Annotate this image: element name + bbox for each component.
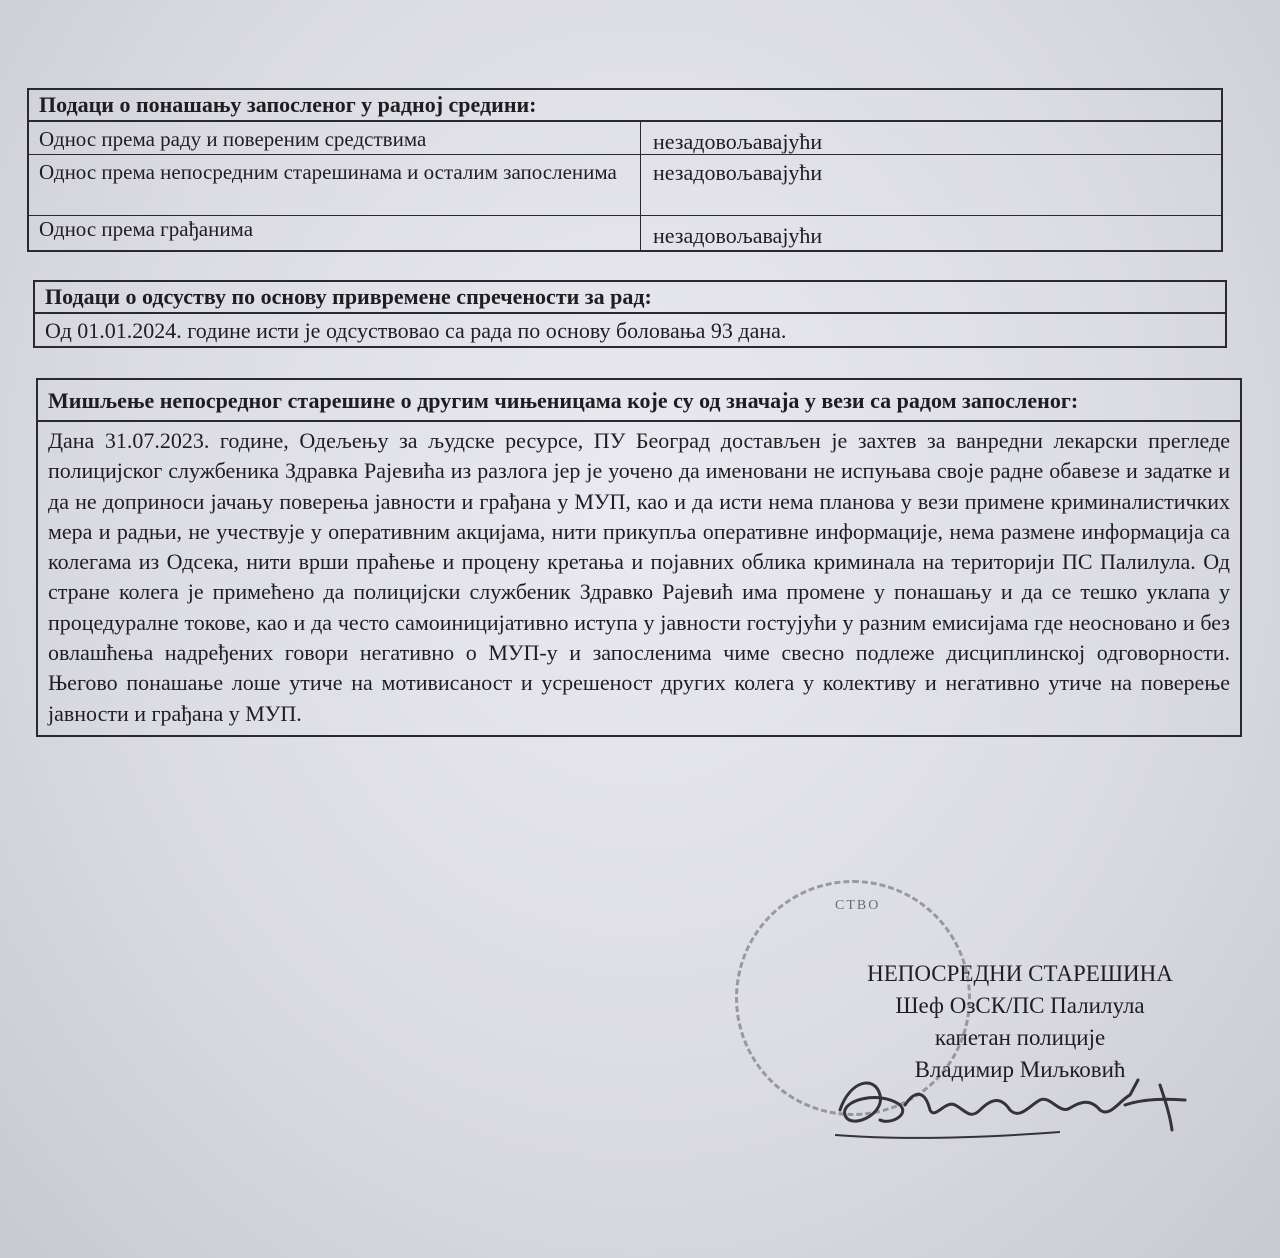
- behavior-label: Однос према грађанима: [29, 216, 641, 250]
- behavior-heading: Подаци о понашању запосленог у радној средини:: [29, 90, 1221, 122]
- behavior-label: Однос према непосредним старешинама и осталим запосленима: [29, 155, 641, 215]
- signature-rank: капетан полиције: [934, 1025, 1106, 1050]
- behavior-value: незадовољавајући: [653, 160, 823, 185]
- absence-table: [33, 280, 1227, 348]
- behavior-table: [27, 88, 1223, 252]
- absence-heading: Подаци о одсуству по основу привремене спречености за рад:: [35, 282, 1225, 314]
- table-row: [29, 122, 1221, 155]
- signature-title: НЕПОСРЕДНИ СТАРЕШИНА: [867, 961, 1173, 986]
- opinion-heading: Мишљење непосредног старешине о другим чињеницама које су од значаја у вези са радом запосленог:: [38, 380, 1240, 422]
- opinion-table: [36, 378, 1242, 737]
- table-row: [29, 216, 1221, 250]
- table-row: [29, 155, 1221, 216]
- stamp-text: СТВО: [835, 898, 881, 913]
- behavior-label: Однос према раду и повереним средствима: [29, 122, 641, 154]
- signature-position: Шеф ОзСК/ПС Палилула: [895, 993, 1145, 1018]
- signature-name: Владимир Миљковић: [914, 1057, 1126, 1082]
- absence-text: Од 01.01.2024. године исти је одсуствовао са рада по основу боловања 93 дана.: [45, 318, 787, 343]
- handwritten-signature: [820, 1060, 1220, 1150]
- opinion-text: Дана 31.07.2023. године, Одељењу за људске ресурсе, ПУ Београд достављен је захтев за ванредни лекарски прегледе полицијског службеника Здравка Рајевића из разлога јер је уочено да именовани не испуњава своје радне обавезе и задатке и да не доприноси јачању поверења јавности и грађана у МУП, као и да исти нема планова у вези примене криминалистичких мера и радњи, не учествује у оперативним акцијама, нити прикупља оперативне информације, нема размене информација са колегама из Одсека, нити врши праћење и процену кретања и појавних облика криминала на територији ПС Палилула. Од стране колега је примећено да полицијски службеник Здравко Рајевић има промене у понашању и да се тешко уклапа у процедуралне токове, као и да често самоиницијативно иступа у јавности гостујући у разним емисијама где неосновано и без овлашћења надређених говори негативно о МУП-у и запосленима чиме свесно подлеже дисциплинској одговорности. Његово понашање лоше утиче на мотивисаност и усрешеност других колега у колективу и негативно утиче на поверење јавности и грађана у МУП.: [48, 428, 1230, 726]
- behavior-value: незадовољавајући: [653, 129, 823, 154]
- behavior-value: незадовољавајући: [653, 223, 823, 248]
